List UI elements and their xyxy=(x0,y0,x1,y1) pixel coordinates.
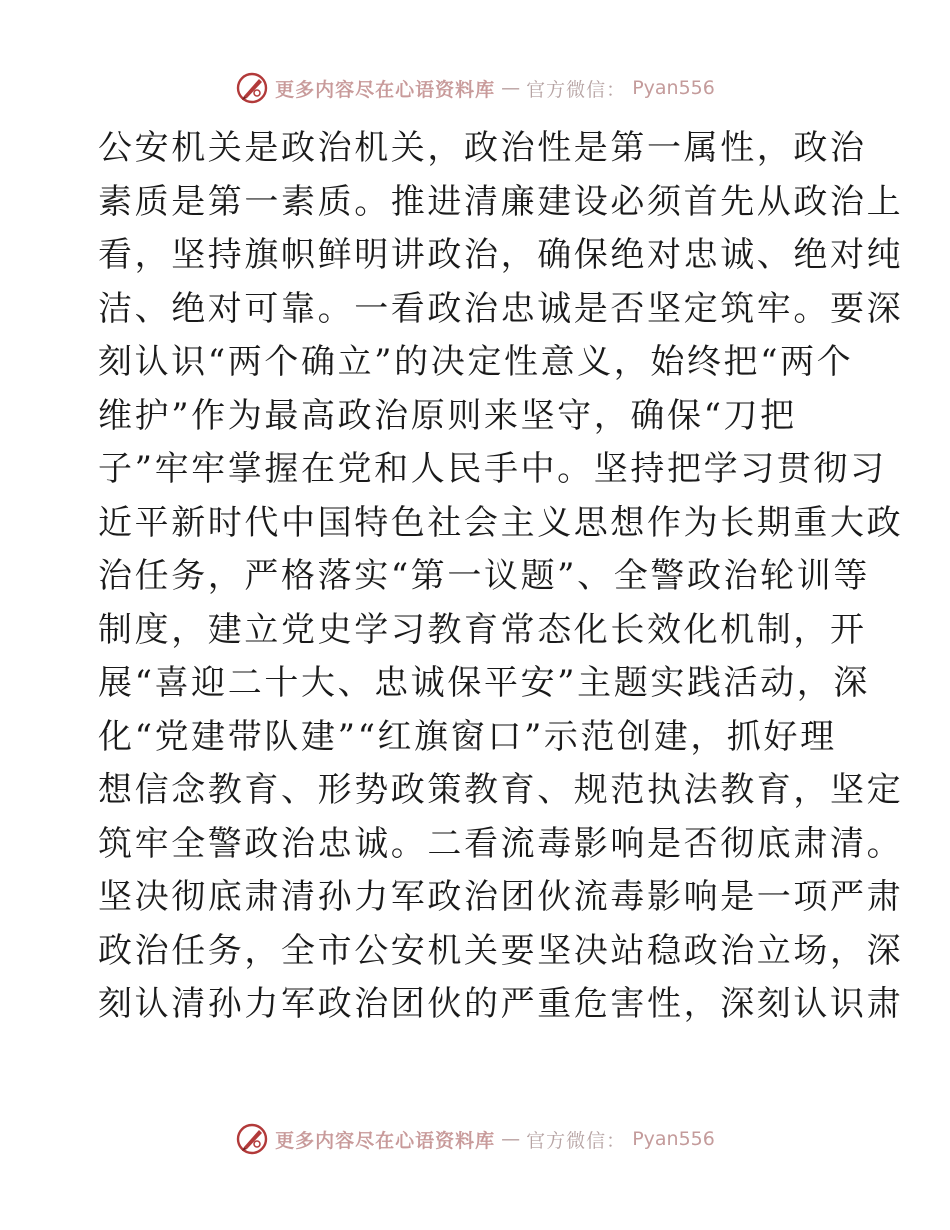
body-line: 展“喜迎二十大、忠诚保平安”主题实践活动，深 xyxy=(98,663,870,703)
body-line: 子”牢牢掌握在党和人民手中。坚持把学习贯彻习 xyxy=(98,449,887,489)
body-line: 洁、绝对可靠。一看政治忠诚是否坚定筑牢。要深 xyxy=(98,288,904,329)
header-banner xyxy=(0,68,950,108)
wechat-label: 官方微信： xyxy=(526,78,627,101)
wechat-id: Pyan556 xyxy=(632,77,715,99)
body-line: 刻认清孙力军政治团伙的严重危害性，深刻认识肃 xyxy=(98,984,904,1024)
body-line: 化“党建带队建”“红旗窗口”示范创建，抓好理 xyxy=(98,716,837,757)
body-line: 公安机关是政治机关，政治性是第一属性，政治 xyxy=(98,128,867,168)
body-line: 维护”作为最高政治原则来坚守，确保“刀把 xyxy=(98,395,797,436)
wechat-label: 官方微信： xyxy=(526,1129,627,1152)
body-line: 近平新时代中国特色社会主义思想作为长期重大政 xyxy=(98,502,904,543)
quill-pen-circle-icon xyxy=(235,71,269,105)
quill-pen-circle-icon xyxy=(235,1122,269,1156)
separator-dash: — xyxy=(501,77,521,99)
wechat-id: Pyan556 xyxy=(632,1128,715,1150)
promo-text: 更多内容尽在心语资料库 xyxy=(275,1129,496,1152)
promo-text: 更多内容尽在心语资料库 xyxy=(275,78,496,101)
body-line: 刻认识“两个确立”的决定性意义，始终把“两个 xyxy=(98,342,854,382)
body-line: 政治任务，全市公安机关要坚决站稳政治立场，深 xyxy=(98,930,904,971)
body-line: 素质是第一素质。推进清廉建设必须首先从政治上 xyxy=(98,181,904,222)
body-line: 治任务，严格落实“第一议题”、全警政治轮训等 xyxy=(98,556,870,596)
article-body xyxy=(98,122,904,1032)
body-line: 想信念教育、形势政策教育、规范执法教育，坚定 xyxy=(98,770,904,810)
separator-dash: — xyxy=(501,1128,521,1150)
body-line: 看，坚持旗帜鲜明讲政治，确保绝对忠诚、绝对纯 xyxy=(98,235,904,275)
body-line: 筑牢全警政治忠诚。二看流毒影响是否彻底肃清。 xyxy=(98,823,904,864)
body-line: 坚决彻底肃清孙力军政治团伙流毒影响是一项严肃 xyxy=(98,877,904,917)
footer-banner xyxy=(0,1119,950,1159)
body-line: 制度，建立党史学习教育常态化长效化机制，开 xyxy=(98,609,867,650)
